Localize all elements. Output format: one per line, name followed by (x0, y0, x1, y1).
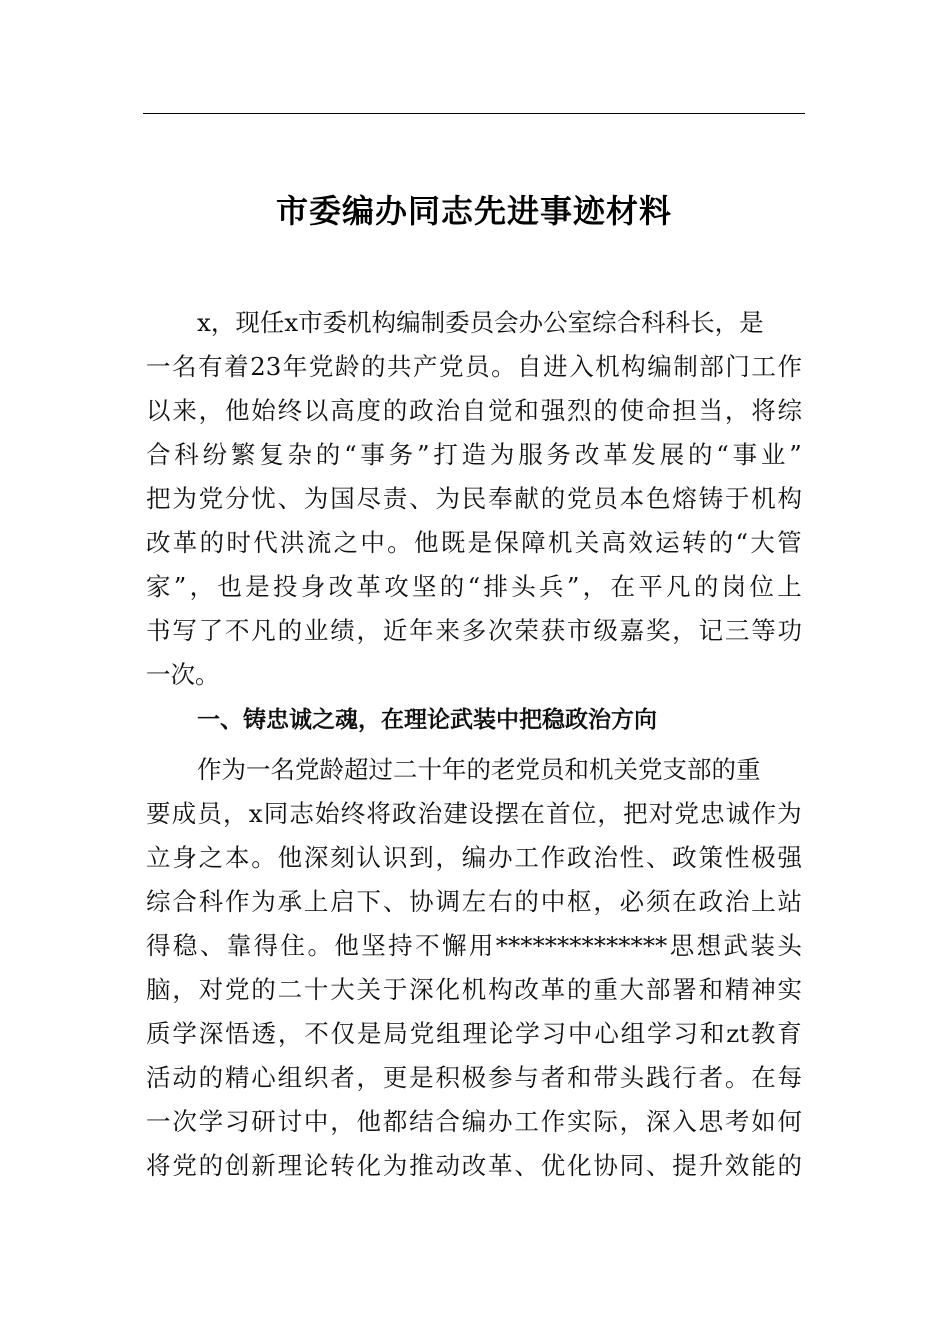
text-line: 脑 ， 对 党 的 二 十 大 关 于 深 化 机 构 改 革 的 重 大 部 署 和 精 神 实 (146, 975, 802, 1004)
text-line: 活 动 的 精 心 组 织 者 ， 更 是 积 极 参 与 者 和 带 头 践 行 者 。 在 每 (146, 1063, 802, 1092)
text-line: 家 ” ， 也 是 投 身 改 革 攻 坚 的 “ 排 头 兵 ” ， 在 平 凡 的 岗 位 上 (146, 572, 802, 601)
text-line: 书 写 了 不 凡 的 业 绩 ， 近 年 来 多 次 荣 获 市 级 嘉 奖 ， 记 三 等 功 (146, 616, 802, 645)
text-line: 把 为 党 分 忧 、 为 国 尽 责 、 为 民 奉 献 的 党 员 本 色 熔 铸 于 机 构 (146, 484, 802, 513)
text-line: 以 来 ， 他 始 终 以 高 度 的 政 治 自 觉 和 强 烈 的 使 命 担 当 ， 将 综 (146, 396, 802, 425)
text-line: 综 合 科 作 为 承 上 启 下 、 协 调 左 右 的 中 枢 ， 必 须 在 政 治 上 站 (146, 887, 802, 916)
text-line: 合 科 纷 繁 复 杂 的 “ 事 务 ” 打 造 为 服 务 改 革 发 展 的 “ 事 业 ” (146, 440, 802, 469)
text-line: 要 成 员 ， x 同 志 始 终 将 政 治 建 设 摆 在 首 位 ， 把 对 党 忠 诚 作 为 (146, 799, 802, 828)
text-line: 作为一名党龄超过二十年的老党员和机关党支部的重 (197, 755, 761, 784)
text-line: 立 身 之 本 。 他 深 刻 认 识 到 ， 编 办 工 作 政 治 性 、 政 策 性 极 强 (146, 843, 802, 872)
text-line: 改 革 的 时 代 洪 流 之 中 。 他 既 是 保 障 机 关 高 效 运 转 的 “ 大 管 (146, 528, 802, 557)
page-title: 市委编办同志先进事迹材料 (275, 192, 672, 230)
text-line: 将 党 的 创 新 理 论 转 化 为 推 动 改 革 、 优 化 协 同 、 提 升 效 能 的 (146, 1151, 802, 1180)
text-line: 一 次 学 习 研 讨 中 ， 他 都 结 合 编 办 工 作 实 际 ， 深 入 思 考 如 何 (146, 1107, 802, 1136)
header-rule (143, 113, 805, 114)
text-line: 一次。 (146, 660, 220, 689)
text-line: 得 稳 、 靠 得 住 。 他 坚 持 不 懈 用 ************** 思 想 武 装 头 (146, 931, 802, 960)
section-heading: 一、铸忠诚之魂，在理论武装中把稳政治方向 (197, 707, 657, 733)
text-line: 质 学 深 悟 透 ， 不 仅 是 局 党 组 理 论 学 习 中 心 组 学 习 和 zt 教 育 (146, 1019, 802, 1048)
text-line: x，现任x市委机构编制委员会办公室综合科科长，是 (197, 308, 764, 337)
text-line: 一 名 有 着 23 年 党 龄 的 共 产 党 员 。 自 进 入 机 构 编 制 部 门 工 作 (146, 352, 802, 381)
